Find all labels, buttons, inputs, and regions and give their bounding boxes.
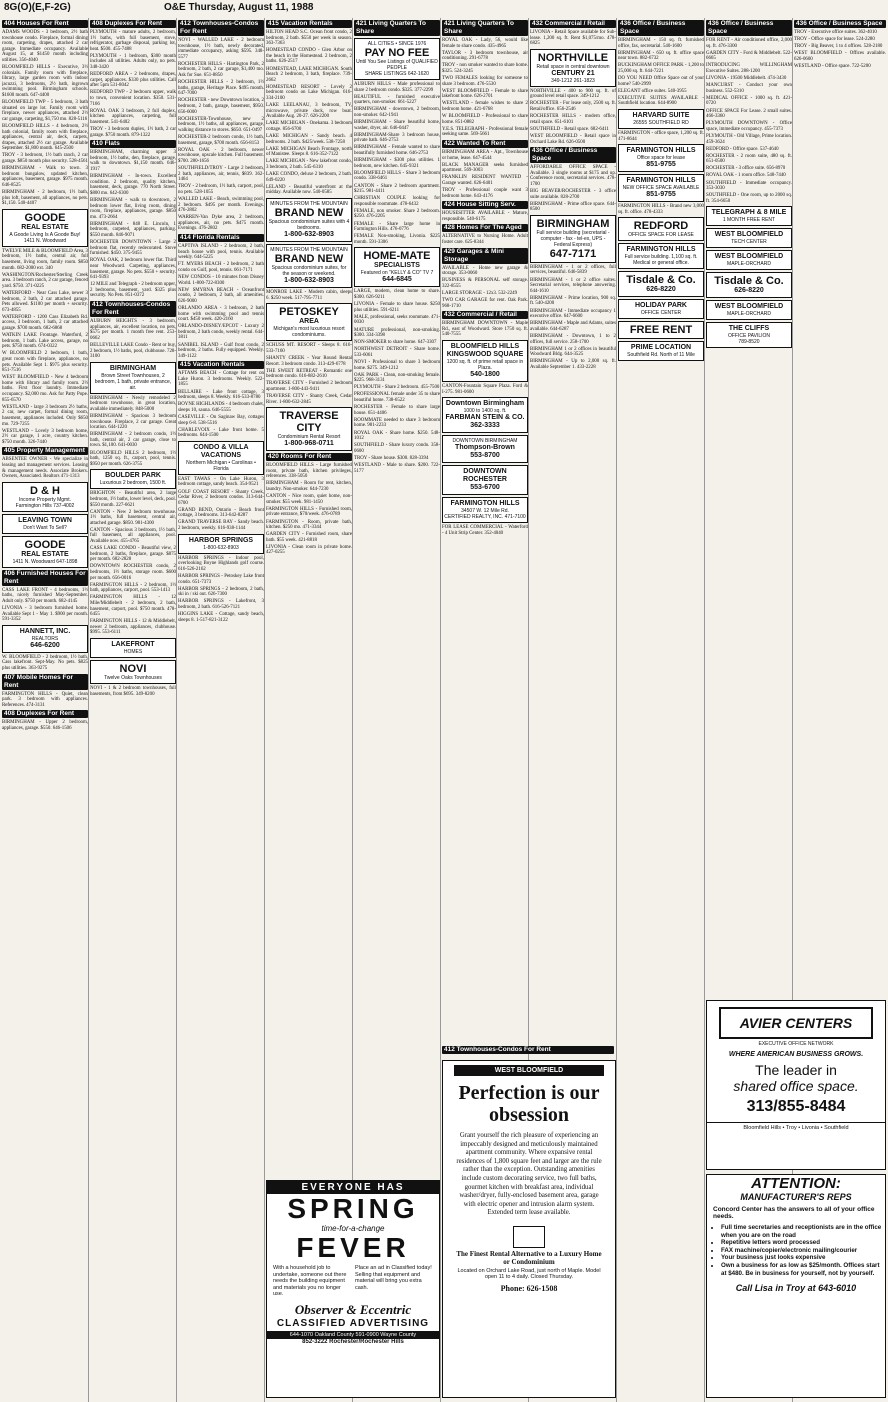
free-rent-ad: FREE RENT xyxy=(618,321,704,339)
section-heading: 406 Furnished Houses For Rent xyxy=(2,570,88,586)
section-heading: 408 Duplexes For Rent xyxy=(90,20,176,28)
section-heading: 407 Mobile Homes For Rent xyxy=(2,674,88,690)
folio: 8G(O)(E,F-2G) xyxy=(4,2,71,13)
farmington-hills-office-ad: FARMINGTON HILLS Full service building. 1,100 sq. ft. Medical or general office. xyxy=(618,243,704,269)
attention-list: • Full time secretaries and receptionists are in the office when you are on the road • Repetitive letters word processed • FAX machine/copier/electronic mailing/courier • Your business just looks expensive • Own a business for as low as $25/month. Offices start at $480. Be in business for yourself, not by yourself. xyxy=(707,1224,885,1277)
column-9: 436 Office / Business Space FOR RENT - Air conditioned office, 2,000 sq. ft. 476-3300 GARDEN CITY - Ford & Middlebelt. 522-6665 INTRODUCING WILLINGHAM Executive Suites. 288-1200 LIVONIA - 19500 Middlebelt. 474-3430 MANCURST - Conduct your own business. 552-5310 MEDICAL OFFICE - 1000 sq. ft. 421-0720 OFFICE SPACE For Lease. 2 small suites. 466-3360 PLYMOUTH DOWNTOWN - Office space, immediate occupancy. 455-7373 PLYMOUTH - Old Village, Prime location. 459-3624 REDFORD - Office space. 537-4640 ROCHESTER - 2 room suite, 480 sq. ft. 651-0500 ROCHESTER - 3 office suite. 656-8970 ROYAL OAK - 1 room office. 548-7440 SOUTHFIELD - Immediate occupancy. 353-3030 SOUTHFIELD - One room, up to 2000 sq. ft. 354-6650 TELEGRAPH & 8 MILE 1 MONTH FREE RENT WEST BLOOMFIELD TECH CENTER WEST BLOOMFIELD MAPLE-ORCHARD Tisdale & Co. 626-8220 WEST BLOOMFIELD MAPLE-ORCHARD THE CLIFFS OFFICE PAVILION 789-8520 xyxy=(706,18,792,1402)
thompson-brown-ad: DOWNTOWN BIRMINGHAM Thompson-Brown 553-8700 xyxy=(442,435,528,463)
petoskey-ad: PETOSKEY AREA Michigan's most luxurious resort condominiums. xyxy=(266,303,352,341)
section-heading: 436 Office / Business Space xyxy=(618,20,704,36)
goode-ad: GOODE REAL ESTATE A Goode Living Is A Goode Buy! 1411 N. Woodward xyxy=(2,209,88,247)
westbloom-body: Grant yourself the rich pleasure of experiencing an impeccably designed and meticulously maintained apartment community. Where expansive rental residences of 1,800 square feet and larger are the rule rather than the exception. Outstanding amenities include custom decorating service, two full baths, gourmet kitchen with breakfast area, individual washer/dryer, fully-enclosed basement area, garage with electric opener and intrusion alarm system. Extended term lease available. xyxy=(456,1132,602,1217)
leaving-town-ad: LEAVING TOWN Don't Want To Sell? xyxy=(2,514,88,534)
lakefront-ad: LAKEFRONT HOMES xyxy=(90,638,176,658)
westbloom-logo-icon xyxy=(513,1226,545,1248)
tisdale-ad-2: Tisdale & Co. 626-8220 xyxy=(706,272,792,298)
section-heading: 415 Vacation Rentals xyxy=(266,20,352,28)
column-rule xyxy=(704,18,705,1402)
downtown-birmingham-ad: Downtown Birmingham 1000 to 1400 sq. ft. FARBMAN STEIN & CO. 362-3333 xyxy=(442,397,528,433)
goode-ad-2: GOODE REAL ESTATE 1411 N. Woodward 647-1898 xyxy=(2,536,88,568)
column-7: 432 Commercial / Retail LIVONIA - Retail Space available for Sub-lease. 1,200 sq. ft. Rent $1,075/mo. 478-6825 NORTHVILLE Retail space in central downtown CENTURY 21 349-1212 261-1823 NORTHVILLE - 400 to 900 sq. ft. of ground level retail space. 349-1212 ROCHESTER - For lease only, 2500 sq. ft. Retail/office. 656-2546 ROCHESTER HILLS - modern office, retail space. 651-6101 SOUTHFIELD - Retail space. 682-6411 WEST BLOOMFIELD - Retail space in Orchard Lake Rd. 626-0500 436 Office / Business Space AFFORDABLE OFFICE SPACE - Available. 3 single rooms at $175 and up. Conference room, secretarial services. 478-1700 BIG BEAVER/ROCHESTER - 3 office suite available. 828-2700 BIRMINGHAM - Prime office space. 644-8500 BIRMINGHAM Full service building (secretarial - computer - fax - tel-ex, UPS - Federal Express) 647-7171 BIRMINGHAM - 1 or 2 offices, full services, beautiful. 646-5839 BIRMINGHAM - 1 or 2 office suites. Secretarial services, telephone answering. 644-1610 BIRMINGHAM - Prime location, 900 sq. ft. 540-4200 BIRMINGHAM - Immediate occupancy 1 executive office. 647-6600 BIRMINGHAM - Maple and Adams, suites available. 644-6287 BIRMINGHAM - Downtown, 1 to 2 offices, full service. 258-1700 BIRMINGHAM 1 or 2 offices in beautiful Woodward Bldg. 644-3525 BIRMINGHAM - Up to 2,000 sq. ft. Available September 1. 433-2228 xyxy=(530,20,616,370)
redford-ad: REDFORD OFFICE SPACE FOR LEASE xyxy=(618,217,704,241)
west-bloomfield-maple-ad-2: WEST BLOOMFIELD MAPLE-ORCHARD xyxy=(706,300,792,320)
section-heading: 422 Wanted To Rent xyxy=(442,140,528,148)
minutes-from-mountain-ad: MINUTES FROM THE MOUNTAIN BRAND NEW Spacious condominium suites with 4 bedrooms. 1-800-632-8903 xyxy=(266,198,352,242)
telegraph-ad: TELEGRAPH & 8 MILE 1 MONTH FREE RENT xyxy=(706,206,792,226)
minutes-from-mountain-ad-2: MINUTES FROM THE MOUNTAIN BRAND NEW Spacious condominium suites, for the season or weekend. 1-800-632-8903 xyxy=(266,244,352,288)
column-rule xyxy=(440,18,441,1402)
birmingham-ad: BIRMINGHAM Full service building (secretarial - computer - fax - tel-ex, UPS - Federal Express) 647-7171 xyxy=(530,215,616,263)
farmington-hills-retail-ad: FARMINGTON HILLS 34507 W. 12 Mile Rd. CERTIFIED REALTY, INC. 471-7100 xyxy=(442,497,528,523)
section-heading: 414 Florida Rentals xyxy=(178,234,264,242)
section-heading: 412 Townhouses-Condos For Rent xyxy=(178,20,264,36)
holiday-park-ad: HOLIDAY PARK OFFICE CENTER xyxy=(618,299,704,319)
section-heading: 420 Rooms For Rent xyxy=(266,453,352,461)
prime-location-ad: PRIME LOCATION Southfield Rd. North of 11 Mile xyxy=(618,341,704,361)
avier-centers-ad: AVIER CENTERS EXECUTIVE OFFICE NETWORK WHERE AMERICAN BUSINESS GROWS. The leader in shared office space. 313/855-8484 Bloomfield Hills • Troy • Livonia • Southfield xyxy=(706,1000,886,1170)
condo-vacations-ad: CONDO & VILLA VACATIONS Northern Michigan • Carolinas • Florida xyxy=(178,441,264,475)
downtown-rochester-ad: DOWNTOWN ROCHESTER 553-6700 xyxy=(442,465,528,495)
section-heading: 432 Commercial / Retail xyxy=(442,311,528,319)
page-header xyxy=(4,2,884,16)
section-heading: 412 Townhouses-Condos For Rent xyxy=(90,301,176,317)
section-heading: 429 Garages & Mini Storage xyxy=(442,248,528,264)
pay-no-fee-ad: ALL CITIES • SINCE 1976 PAY NO FEE Until You See Listings of QUALIFIED PEOPLE SHARE LISTINGS 642-1620 xyxy=(354,38,440,80)
avier-logo: AVIER CENTERS xyxy=(719,1007,873,1039)
spring-fever-ad: EVERYONE HAS SPRING time-for-a-change FEVER With a household job to undertake, someone out there needs the building equipment and materials you no longer use. Place an ad in Classified today! Selling that equipment and material will bring you extra cash. Observer & Eccentric CLASSIFIED ADVERTISING 644-1070 Oakland County 591-0900 Wayne County 852-3222 Rochester/Rochester Hills xyxy=(266,1180,440,1398)
west-bloomfield-tech-ad: WEST BLOOMFIELD TECH CENTER xyxy=(706,228,792,248)
home-mate-ad: HOME-MATE SPECIALISTS Featured on "KELLY & CO" TV 7 644-6845 xyxy=(354,247,440,287)
column-rule xyxy=(264,18,265,1402)
tisdale-ad: Tisdale & Co. 626-8220 xyxy=(618,271,704,297)
harbor-springs-ad: HARBOR SPRINGS 1-800-632-8903 xyxy=(178,534,264,554)
column-8: 436 Office / Business Space BIRMINGHAM - 150 sq. ft. furnished office, fax, secretarial. 540-1600 BIRMINGHAM - 650 sq. ft. office space near town. 882-6732 BUCKINGHAM OFFICE PARK - 1,200 to 25,000 sq. ft. 644-7221 DO YOU NEED Office Space out of your home? 540-2999 ELEGANT office suites. 540-3955 EXECUTIVE SUITES AVAILABLE - Southfield location. 644-8900 HARVARD SUITE 26555 SOUTHFIELD RD FARMINGTON - office space, 1,200 sq. ft. 471-8644 FARMINGTON HILLS Office space for lease 851-9755 FARMINGTON HILLS NEW OFFICE SPACE AVAILABLE 851-9755 FARMINGTON HILLS - Brand new 3,000 sq. ft. office. 478-4333 REDFORD OFFICE SPACE FOR LEASE FARMINGTON HILLS Full service building. 1,100 sq. ft. Medical or general office. Tisdale & Co. 626-8220 HOLIDAY PARK OFFICE CENTER FREE RENT PRIME LOCATION Southfield Rd. North of 11 Mile xyxy=(618,18,704,1402)
column-4: 415 Vacation Rentals HILTON HEAD S.C. Ocean front condo, 2 bedroom, 2 bath. $550 per week in season. 363-7363 HOMESTEAD CONDO - Glen Arbor on the beach in the Homestead. 2 bedroom, 2 baths. 626-2517 HOMESTEAD, LAKE MICHIGAN. South Beach 2 bedroom, 3 bath, fireplace. 739-2662 HOMESTEAD RESORT - Lovely 2 bedroom condo on Lake Michigan. 616-334-2100 LAKE LEELANAU, 3 bedroom, TV, microwave, private dock, row boat. Available Aug. 20-27. 626-2200 LAKE MICHIGAN - Onekama. 3 bedroom cottage. 856-6700 LAKE MICHIGAN - Sandy beach. 4 bedrooms. 2 bath. $425/week. 538-7258 LAKE MICHIGAN Beach Frontage, north of Manistee. Sleeps 8. 616-352-7122 LAKE MICHIGAN - New lakefront condo, 3 bedroom, 2 bath. 545-6310 LAKE CONDO, deluxe 2 bedroom, 2 bath. 649-0220 LELAND - Beautiful waterfront at the midday. Available now. 540-0585 MINUTES FROM THE MOUNTAIN BRAND NEW Spacious condominium suites with 4 bedrooms. 1-800-632-8903 MINUTES FROM THE MOUNTAIN BRAND NEW Spacious condominium suites, for the season or weekend. 1-800-632-8903 MONROE LAKE - Modern cabin, sleeps 6. $250 week. 517-795-7711 PETOSKEY AREA Michigan's most luxurious resort condominiums. SCHUSS MT. RESORT - Sleeps 8. 616-533-7160 SHANTY CREEK - Year Round Rental Resort. 3 bedroom condo. 313-429-6778 THE SWEET RETREAT - Romantic one bedroom condo. 616-882-2610 TRAVERSE CITY - Furnished 2 bedroom apartment. 1-800-443-9411 TRAVERSE CITY - Shanty Creek, Cedar River. 1-800-632-2845 TRAVERSE CITY Condominium Rental Resort 1-800-968-0711 420 Rooms For Rent BLOOMFIELD HILLS - Large furnished room, private bath, kitchen privileges, references. 338-5050 BIRMINGHAM - Room for rent, kitchen, laundry. Non-smoker. 644-7230 CANTON - Nice room, quiet home, non-smoker. $55 week. 981-1450 FARMINGTON HILLS - Furnished room, private entrance, $70/week. 476-0789 FARMINGTON - Room, private bath, kitchen. $250 mo. 471-3344 GARDEN CITY - Furnished room, share bath. $55 week. 421-8818 LIVONIA - Clean room in private home. 427-0255 xyxy=(266,20,352,556)
column-rule xyxy=(616,18,617,1402)
section-heading: 436 Office / Business Space xyxy=(530,147,616,163)
northville-ad: NORTHVILLE Retail space in central downtown CENTURY 21 349-1212 261-1823 xyxy=(530,49,616,87)
traverse-city-ad: TRAVERSE CITY Condominium Rental Resort 1-800-968-0711 xyxy=(266,407,352,451)
section-heading-townhouses: 412 Townhouses-Condos For Rent xyxy=(442,1046,614,1054)
section-heading: 410 Flats xyxy=(90,140,176,148)
section-heading: 421 Living Quarters To Share xyxy=(442,20,528,36)
column-10: 436 Office / Business Space TROY - Executive office suites. 362-4010 TROY - Office space for lease. 524-2280 TROY - Big Beaver, 1 to 4 offices. 528-2180 WEST BLOOMFIELD - Offices available. 626-0600 WESTLAND - Office space. 722-5200 xyxy=(794,20,886,69)
section-heading: 415 Vacation Rentals xyxy=(178,361,264,369)
column-3: 412 Townhouses-Condos For Rent NOVI - WALLED LAKE - 2 bedroom townhouse, 1½ bath, newly decorated, immediate occupancy, asking $595. 348-5577 ROCHESTER HILLS - Hartington Park, 2 bedroom, 2 bath, 2 car garage, $1,400 mo. Ask for Sue. 651-8850 ROCHESTER HILLS - 2 bedroom, 1½ baths, garage, Heritage Place. $495 month. 647-7000 ROCHESTER - new Downtown location, 2 bedroom, 2 bath, garage, basement, $950. 656-6000 ROCHESTER-Townhouse, new 2 bedroom, 1½ baths, all appliances, garage, walking distance to stores. $650. 651-0497 ROCHESTER-2 bedroom condo, 1½ bath, basement, garage, $700 month. 656-8153 ROYAL OAK - 2 bedroom, newer townhouse, upscale kitchen. Full basement. $700. 280-1656 SOUTHFIELD/TROY - Large 2 bedroom, 2 bath, appliances, air, tennis, $839. 362-1464 TROY - 2 bedroom, 1½ bath, carport, pool, no pets. 528-1055 WALLED LAKE - Beach, swimming pool, 2 bedroom. $495 per month. Evenings. 476-2802 WARREN-Van Dyke area, 2 bedroom, appliances, air, no pets. $475 month. Evenings. 476-2802 414 Florida Rentals CAPTIVA ISLAND - 2 bedroom, 2 bath, beach house with pool, tennis. Available weekly. 644-5225 FT. MYERS BEACH - 2 bedroom, 2 bath condo on Gulf, pool, tennis. 661-7171 NEW CONDOS - 10 minutes from Disney World. 1-800-722-8300 NEW SMYRNA BEACH - Oceanfront condo, 2 bedroom, 2 bath, all amenities. 626-9000 ORLANDO AREA - 3 bedroom, 2 bath home with swimming pool and tennis court. $450 week. 420-2160 ORLANDO-DISNEY/EPCOT - Luxury 2 bedroom, 2 bath condo, weekly rental. 644-3811 SANIBEL ISLAND - Gulf front condo, 2 bedroom, 2 baths. Fully equipped. Weekly. 349-1122 415 Vacation Rentals AFTAMS BEACH - Cottage for rent on Lake Huron. 3 bedrooms. Weekly. 522-1855 BELLAIRE - Lake front cottage, 3 bedroom, sleeps 8. Weekly. 616-533-8780 BOYNE HIGHLANDS - 4 bedroom chalet, sleeps 10, sauna. 646-5555 CASEVILLE - On Saginaw Bay, cottages sleep 6-8. 538-5516 CHARLEVOIX - Lake front home. 5 bedrooms. 644-1500 CONDO & VILLA VACATIONS Northern Michigan • Carolinas • Florida EAST TAWAS - On Lake Huron, 3 bedroom cottage, sandy beach. 354-9521 GOLF COAST RESORT - Shanty Creek, Cedar River, 2 bedroom condos. 313-644-6700 GRAND BEND, Ontario - Beach front cottage, 3 bedrooms. 313-642-8287 GRAND TRAVERSE BAY - Sandy beach. 2 bedroom, weekly. 616-938-1144 HARBOR SPRINGS 1-800-632-8903 HARBOR SPRINGS - Indoor pool, overlooking Boyne Highlands golf course. 616-526-2162 HARBOR SPRINGS - Petoskey Lake front condo. 651-7373 HARBOR SPRINGS - 2 bedroom, 2 bath, ski in / ski out. 626-7300 HARBOR SPRINGS - Lakefront, 3 bedroom, 2 bath. 616-526-7121 HIGGINS LAKE - Cottage, sandy beach, sleeps 8. 1-517-821-3122 xyxy=(178,20,264,623)
section-heading: 436 Office / Business Space xyxy=(706,20,792,36)
dh-ad: D & H Income Property Mgmt. Farmington Hills 737-4002 xyxy=(2,482,88,512)
westbloom-headline: Perfection is our obsession xyxy=(458,1082,600,1126)
column-rule xyxy=(88,18,89,1402)
masthead-date: O&E Thursday, August 11, 1988 xyxy=(164,2,314,13)
section-heading: 436 Office / Business Space xyxy=(794,20,886,28)
column-6: 421 Living Quarters To Share ROYAL OAK - Lady, 56, would like female to share condo. 435-4965 TAYLOR - 3 bedroom townhouse, air conditioning. 291-6778 TROY - non smoker wanted to share home. $325. 524-3245 TWO FEMALES looking for someone to share 3 bedroom. 476-5530 WEST BLOOMFIELD - Female to share lakefront home. 626-2701 WESTLAND - female wishes to share 2 bedroom home. 421-6768 W BLOOMFIELD - Professional to share home. 851-0882 Y.E.S. TELEGRAPH - Professional female seeking same. 569-5661 422 Wanted To Rent BIRMINGHAM AREA - Apt., Townhouse or home, lease. 647-4544 BLACK MANAGER seeks furnished apartment. 569-3003 FRANKLIN RESIDENT WANTED - Garage wanted. 626-6401 TROY - Professional couple want 3 bedroom home. 643-4176 424 House Sitting Serv. HOUSESITTER AVAILABLE - Mature, responsible. 540-6175 428 Homes For The Aged ALTERNATIVE to Nursing Home. Adult foster care. 625-8344 429 Garages & Mini Storage AVAILABLE - Home new garage & storage. 353-0060 BUSINESS & PERSONAL self storage. 322-8555 LARGE STORAGE - 12x3. 532-2249 TWO CAR GARAGE for rent. Oak Park. 968-1710 432 Commercial / Retail BIRMINGHAM DOWNTOWN - Maple Rd., east of Woodward. Store 1750 sq. ft. 540-7555 BLOOMFIELD HILLS KINGSWOOD SQUARE 1200 sq. ft. of prime retail space in Plaza. 540-1800 CANTON-Fountain Square Plaza. Ford & I-275. 981-0600 Downtown Birmingham 1000 to 1400 sq. ft. FARBMAN STEIN & CO. 362-3333 DOWNTOWN BIRMINGHAM Thompson-Brown 553-8700 DOWNTOWN ROCHESTER 553-6700 FARMINGTON HILLS 34507 W. 12 Mile Rd. CERTIFIED REALTY, INC. 471-7100 FOR LEASE COMMERCIAL - Waterford - 4 Unit Strip Center. 352-4040 xyxy=(442,20,528,536)
west-bloomfield-maple-ad: WEST BLOOMFIELD MAPLE-ORCHARD xyxy=(706,250,792,270)
section-heading: 404 Houses For Rent xyxy=(2,20,88,28)
birmingham-condo-ad: BIRMINGHAM Brown Street Townhouses, 2 bedroom, 1 bath, private entrance, air. xyxy=(90,362,176,394)
farmington-hills-ad: FARMINGTON HILLS Office space for lease 851-9755 xyxy=(618,144,704,172)
section-heading: 408 Duplexes For Rent xyxy=(2,710,88,718)
section-heading: 421 Living Quarters To Share xyxy=(354,20,440,36)
hannett-ad: HANNETT, INC. REALTORS 646-6200 xyxy=(2,625,88,653)
attention-ad: ATTENTION: MANUFACTURER'S REPS Concord Center has the answers to all of your office needs. • Full time secretaries and receptionists are in the office when you are on the road • Repetitive letters word processed • FAX machine/copier/electronic mailing/courier • Your business just looks expensive • Own a business for as low as $25/month. Offices start at $480. Be in business for yourself, not by yourself. Call Lisa in Troy at 643-6010 xyxy=(706,1174,886,1398)
section-heading: 405 Property Management xyxy=(2,447,88,455)
harvard-suite-ad: HARVARD SUITE 26555 SOUTHFIELD RD xyxy=(618,109,704,129)
column-rule xyxy=(176,18,177,1402)
section-heading: 432 Commercial / Retail xyxy=(530,20,616,28)
section-heading: 428 Homes For The Aged xyxy=(442,224,528,232)
column-1: 404 Houses For Rent ADAMS WOODS - 3 bedroom, 2½ bath townhouse condo. Fireplace, formal dining room, carpeting, drapes, attached 2 car garage. Immediate occupancy. Available August 15, at $1450 month including utilities. 356-4040 BLOOMFIELD HILLS - Executive, 3½ colonials. Family room with fireplace, library, large garden room with indoor jacuzzi, 3 bedrooms, 2½ bath, ingrown swimming pool. Birmingham schools. $1600 month. 647-4400 BLOOMFIELD TWP - 5 bedroom, 3 bath situated on large lot. Family room with fireplace, newer appliances, attached 2½ car garage, carpeting, $1,750 mo. 828-5116 BLOOMFIELD HILLS - 4 bedroom, 2½ bath colonial, family room with fireplace, appliances, central air, deck, carpets, drapes, attached 2½ car garage. Available September. $1,800 month. 645-2500 TROY - 3 bedroom, 1½ bath ranch, 2 car garage. $850 month plus security. 528-4561 BIRMINGHAM - Walk to town. 3 bedroom bungalow, updated kitchen, appliances, basement, garage. $975 month. 646-8525 BIRMINGHAM - 2 bedroom, 1½ bath, plus loft, basement, all appliances, no pets. $1,150. 540-4407 GOODE REAL ESTATE A Goode Living Is A Goode Buy! 1411 N. Woodward TWELVE MILE & BLOOMFIELD Area, 3 bedroom, 1½ baths, central air, full basement, living room, family room. $850 month. 682-2000 ext. 340 WASHINGTON/Rochester/Sterling Creek area. 3 bedroom ranch, 2 car garage, fenced yard. $750. 371-0225 WATERFORD - Near Cass Lake, newer 3 bedroom, 2 bath, 2 car attached garage. Pets allowed. $1100 per month + security. 673-4855 WATERFORD - 1200 Cass Elizabeth Rd. access, 3 bedroom, 1 bath, 2 car attached garage. $700 month. 682-6868 WATKIN LAKE Frontage. Waterford, 2 bedroom, 1 bath. Lake access, garage, no pets. $750 month. 674-0322 W BLOOMFIELD 2 bedroom, 1 bath, great room with fireplace, appliances, no pets. Available Sept 1. $975 plus security. 851-7516 WEST BLOOMFIELD - New 4 bedroom home with library and family room. 2½ baths. First floor laundry. Immediate occupancy. $2,000 mo. Ask for Patty Pope. 855-6570 WESTLAND - large 3 bedroom 2½ baths, 2 car, new carpet, formal dining room, basement, appliances included. Only $650 mo. 729-7255 WESTLAND - Lovely 3 bedroom home, 2½ car garage, 1 acre, country kitchen. $750 month. 326-7440 405 Property Management ABSENTEE OWNER - We specialize in leasing and management services. Leasing & management needs. Associate Brokers. Owners, Associated. Realtors 471-1313 D & H Income Property Mgmt. Farmington Hills 737-4002 LEAVING TOWN Don't Want To Sell? GOODE REAL ESTATE 1411 N. Woodward 647-1898 406 Furnished Houses For Rent CASS LAKE FRONT - 4 bedrooms, 1½ baths, nicely furnished May-September. Adult only. $750 per month. 682-4145 LIVONIA - 3 bedroom furnished home. Available Sept 1 - May 1. $900 per month. 591-3352 HANNETT, INC. REALTORS 646-6200 W. BLOOMFIELD - 2 bedroom, 1½ bath, Cass lakefront. Sept-May. No pets. $825 plus utilities. 363-9275 407 Mobile Homes For Rent FARMINGTON HILLS - Quiet, clean park. 3 bedroom with appliances. References. 474-3131 408 Duplexes For Rent BIRMINGHAM - Upper 2 bedroom, appliances, garage. $550. 646-1506 xyxy=(2,20,88,731)
novi-ad: NOVI Twelve Oaks Townhouses xyxy=(90,660,176,684)
column-5: 421 Living Quarters To Share ALL CITIES • SINCE 1976 PAY NO FEE Until You See Listings of QUALIFIED PEOPLE SHARE LISTINGS 642-1620 AUBURN HILLS - Male professional to share 2 bedroom condo. $325. 377-2299 BEAUTIFUL - furnished executive quarters, non-smoker. 661-5227 BIRMINGHAM - downtown, 2 bedroom, non-smoker. 642-1941 BIRMINGHAM - Share beautiful home, washer, dryer, air. 646-0447 BIRMINGHAM-Share 3 bedroom house, private bath. 646-2753 BIRMINGHAM - Female wanted to share beautifully furnished home. 646-2753 BIRMINGHAM - $300 plus utilities. 1 bedroom, new kitchen. 645-9321 BLOOMFIELD HILLS - Share 3 bedroom condo. 338-6461 CANTON - Share 2 bedroom apartment. $215. 981-4411 CHRISTIAN COUPLE looking for responsible roommate. 478-6432 FEMALE, non smoker. Share 2 bedroom. $250. 476-2205 FEMALE - Share large home in Farmington Hills. 476-0776 FEMALE Non-smoking, Livonia. $225 month. 591-3306 HOME-MATE SPECIALISTS Featured on "KELLY & CO" TV 7 644-6845 LARGE, modern, clean home to share. $300. 626-9211 LIVONIA - Female to share house. $250 plus utilities. 591-6211 MALE, professional, seeks roommate. 471-0030 MATURE professional, non-smoking. $300. 334-3398 NON-SMOKER to share home. 647-3307 NORTHWEST DETROIT - Share home. 533-6061 NOVI - Professional to share 3 bedroom home. $275. 349-1212 OAK PARK - Clean, non-smoking female. $225. 968-3131 PLYMOUTH - Share 2 bedroom. 455-7500 PROFESSIONAL female under 35 to share beautiful home. 738-6522 ROCHESTER - Female to share large house. 651-4406 ROOMMATE needed to share 3 bedroom home. 981-2233 ROYAL OAK - Share home. $250. 548-1012 SOUTHFIELD - Share luxury condo. 358-0600 TROY - Share house. $300. 828-3394 WESTLAND - Male to share. $200. 722-5177 xyxy=(354,20,440,474)
column-2: 408 Duplexes For Rent PLYMOUTH - mature adults, 2 bedroom, 1½ baths, with full basement, stove, refrigerator, garbage disposal, parking lot, heat. $500. 455-7488 PLYMOUTH - 1 bedroom, $300 month includes all utilities. Adults only, no pets. 348-3420 REDFORD AREA - 2 bedrooms, drapes, carpet, appliances. $330 plus utilities. Call after 5pm 531-8042 REDFORD TWP - 2 bedroom upper, walk to town, convenient location. $350. 531-7166 ROYAL OAK 3 bedroom, 2 full duplex, kitchen appliances, carpeting, full basement. 541-6402 TROY - 3 bedroom duplex, 1½ bath, 2 car garage. $750 month. 879-1322 410 Flats BIRMINGHAM, charming upper 3 bedroom, 1½ baths, den, fireplace, garage, walk to downtown. $1,150 month. 646-1917 BIRMINGHAM - In-town. Excellent condition. 2 bedroom, quality kitchen, basement, deck, garage. 770 North Street. $800 mo. 642-6300 BIRMINGHAM - walk to downtown, 2 bedroom lower flat, living room, dining room, fireplace, appliances, garage. $850 mo. 473-2664 BIRMINGHAM - 848 E. Lincoln, 1 bedroom, carpeted, appliances, parking. $550 month. 846-9071 ROCHESTER DOWNTOWN - Large 2 bedroom flat, recently redecorated. Stove furnished. $450. 375-9455 ROYAL OAK, 2 bedroom lower flat. Third near Woodward. Carpeting, appliances, basement, garage. No pets. $550 + security. 641-9393 12 MILE and Telegraph - 2 bedroom upper, 2 bedrooms, basement, yard. $325 plus security. No Pets. 851-0372 412 Townhouses-Condos For Rent AUBURN HEIGHTS - 3 bedroom, appliances, air, excellent location, no pets, $575 per month. 1 month free rent. 253-0662 BELLEVILLE LAKE Condo - Rent or buy, 2 bedroom, 1½ baths, pool, clubhouse. 728-3100 BIRMINGHAM Brown Street Townhouses, 2 bedroom, 1 bath, private entrance, air. BIRMINGHAM - Newly remodeled 2 bedroom townhouse, in great location, available immediately. 848-5000 BIRMINGHAM - Spacious 3 bedroom townhouse. Fireplace, 2 car garage. Great location. 644-1220 BIRMINGHAM - 2 bedroom condo, 1½ bath, central air, 2 car garage, close to town. $1,100. 641-0030 BLOOMFIELD HILLS 2 bedroom, 1½ bath, 1250 sq. ft., carport, pool, tennis. $950 per month. 626-3755 BOULDER PARK Luxurious 2 bedroom, 1500 ft. BRIGHTON - Beautiful area, 2 large bedroom, 1½ baths, lower level, deck, pool. $550 month. 227-6621 CANTON - New 2 bedroom townhouse. 1½ baths, full basement, central air, attached garage. $850. 981-4300 CANTON - Spacious 3 bedroom, 1½ bath, full basement, all appliances, pool. Available now. 455-4765 CASS LAKE CONDO - Beautiful view, 2 bedroom, 2 baths, fireplace, garage. $875 per month. 682-2828 DOWNTOWN ROCHESTER condo, 2 bedrooms, 1½ baths, storage room. $600 per month. 656-0016 FARMINGTON HILLS - 2 bedroom, 1½ bath, appliances, carport, pool. 553-1413 FARMINGTON HILLS - 12 Mile/Middlebelt - 2 bedroom, 2 bath, basement, carport, pool. $750 month. 478-6455 FARMINGTON HILLS - 12 & Middlebelt, newer 2 bedroom, appliances, clubhouse. $995. 553-6111 LAKEFRONT HOMES NOVI Twelve Oaks Townhouses NOVI - 1 & 2 bedroom townhouses, full basements, from $695. 349-8200 xyxy=(90,20,176,697)
bloomfield-hills-ad: BLOOMFIELD HILLS KINGSWOOD SQUARE 1200 sq. ft. of prime retail space in Plaza. 540-1800 xyxy=(442,340,528,382)
boulder-park-ad: BOULDER PARK Luxurious 2 bedroom, 1500 ft. xyxy=(90,469,176,489)
farmington-hills-ad-2: FARMINGTON HILLS NEW OFFICE SPACE AVAILABLE 851-9755 xyxy=(618,174,704,202)
the-cliffs-ad: THE CLIFFS OFFICE PAVILION 789-8520 xyxy=(706,322,792,348)
westbloom-display-ad: WEST BLOOMFIELD Perfection is our obsession Grant yourself the rich pleasure of experiencing an impeccably designed and meticulously maintained apartment community. Where expansive rental residences of 1,800 square feet and larger are the rule rather than the exception. Outstanding amenities include custom decorating service, two full baths, gourmet kitchen with breakfast area, individual washer/dryer, fully-enclosed basement area, garage with electric opener and intrusion alarm system. Extended term lease available. The Finest Rental Alternative to a Luxury Home or Condominium Located on Orchard Lake Road, just north of Maple. Model open 11 to 4 daily. Closed Thursday. Phone: 626-1508 xyxy=(442,1060,616,1398)
section-heading: 424 House Sitting Serv. xyxy=(442,201,528,209)
